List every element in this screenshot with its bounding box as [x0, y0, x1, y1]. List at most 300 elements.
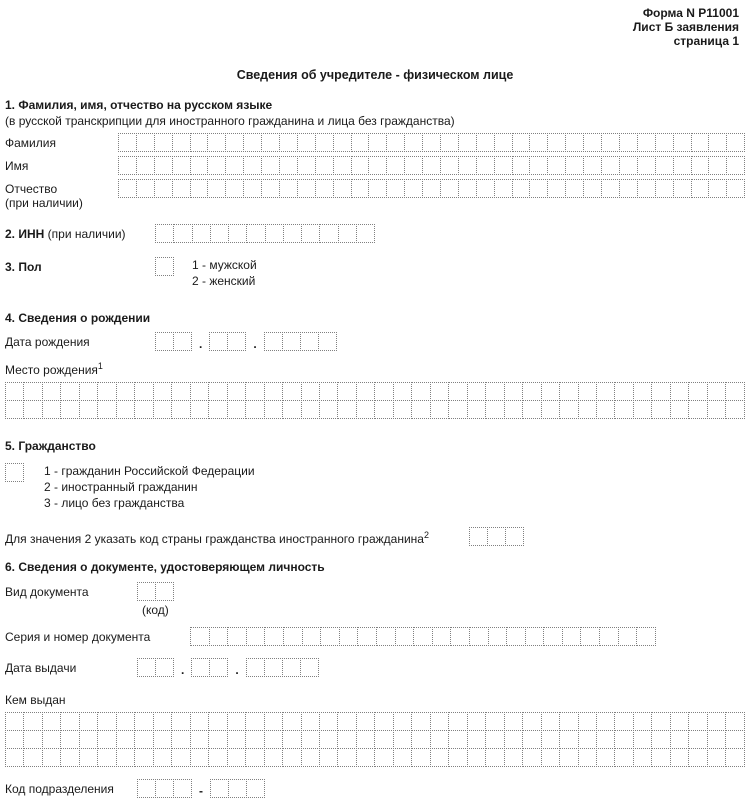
input-cell[interactable] [318, 332, 337, 351]
input-cell[interactable] [655, 156, 674, 175]
input-cell[interactable] [448, 730, 467, 749]
input-cell[interactable] [172, 133, 191, 152]
input-cell[interactable] [504, 748, 523, 767]
input-cell[interactable] [596, 748, 615, 767]
input-cell[interactable] [636, 627, 656, 646]
input-cell[interactable] [337, 730, 356, 749]
input-cell[interactable] [153, 748, 172, 767]
input-cell[interactable] [529, 156, 548, 175]
input-cell[interactable] [97, 712, 116, 731]
input-cell[interactable] [171, 382, 190, 401]
input-cell[interactable] [404, 179, 423, 198]
input-cell[interactable] [190, 133, 209, 152]
input-cell[interactable] [279, 156, 298, 175]
input-cell[interactable] [670, 400, 689, 419]
input-cell[interactable] [601, 179, 620, 198]
input-cell[interactable] [243, 156, 262, 175]
input-cell[interactable] [725, 382, 744, 401]
input-cell[interactable] [315, 156, 334, 175]
issue-date-day-cells[interactable] [137, 658, 174, 677]
input-cell[interactable] [319, 712, 338, 731]
input-cell[interactable] [356, 400, 375, 419]
input-cell[interactable] [450, 627, 470, 646]
input-cell[interactable] [688, 712, 707, 731]
input-cell[interactable] [633, 748, 652, 767]
input-cell[interactable] [23, 730, 42, 749]
input-cell[interactable] [301, 382, 320, 401]
input-cell[interactable] [368, 156, 387, 175]
input-cell[interactable] [192, 224, 211, 243]
input-cell[interactable] [134, 730, 153, 749]
surname-cells[interactable] [118, 133, 745, 152]
input-cell[interactable] [207, 133, 226, 152]
input-cell[interactable] [547, 133, 566, 152]
input-cell[interactable] [301, 730, 320, 749]
input-cell[interactable] [651, 730, 670, 749]
input-cell[interactable] [153, 382, 172, 401]
input-cell[interactable] [601, 156, 620, 175]
input-cell[interactable] [393, 748, 412, 767]
input-cell[interactable] [619, 179, 638, 198]
input-cell[interactable] [522, 382, 541, 401]
input-cell[interactable] [190, 748, 209, 767]
input-cell[interactable] [356, 712, 375, 731]
input-cell[interactable] [485, 382, 504, 401]
country-code-cells[interactable] [469, 527, 524, 546]
input-cell[interactable] [411, 730, 430, 749]
input-cell[interactable] [320, 627, 340, 646]
series-cells[interactable] [190, 627, 656, 646]
input-cell[interactable] [504, 730, 523, 749]
input-cell[interactable] [155, 658, 174, 677]
input-cell[interactable] [356, 730, 375, 749]
input-cell[interactable] [297, 156, 316, 175]
input-cell[interactable] [512, 156, 531, 175]
input-cell[interactable] [485, 730, 504, 749]
input-cell[interactable] [670, 382, 689, 401]
input-cell[interactable] [60, 382, 79, 401]
input-cell[interactable] [655, 133, 674, 152]
patronymic-cells[interactable] [118, 179, 745, 198]
input-cell[interactable] [559, 730, 578, 749]
input-cell[interactable] [494, 179, 513, 198]
input-cell[interactable] [633, 400, 652, 419]
input-cell[interactable] [225, 179, 244, 198]
input-cell[interactable] [137, 779, 156, 798]
input-cell[interactable] [351, 156, 370, 175]
input-cell[interactable] [618, 627, 638, 646]
input-cell[interactable] [282, 332, 301, 351]
input-cell[interactable] [5, 712, 24, 731]
input-cell[interactable] [374, 382, 393, 401]
input-cell[interactable] [208, 382, 227, 401]
input-cell[interactable] [670, 748, 689, 767]
input-cell[interactable] [243, 133, 262, 152]
input-cell[interactable] [134, 400, 153, 419]
birthdate-year-cells[interactable] [264, 332, 337, 351]
input-cell[interactable] [485, 748, 504, 767]
input-cell[interactable] [578, 730, 597, 749]
input-cell[interactable] [190, 156, 209, 175]
input-cell[interactable] [279, 133, 298, 152]
input-cell[interactable] [374, 712, 393, 731]
input-cell[interactable] [596, 712, 615, 731]
input-cell[interactable] [300, 658, 319, 677]
input-cell[interactable] [264, 627, 284, 646]
input-cell[interactable] [297, 179, 316, 198]
input-cell[interactable] [5, 400, 24, 419]
input-cell[interactable] [210, 779, 229, 798]
input-cell[interactable] [42, 712, 61, 731]
input-cell[interactable] [337, 400, 356, 419]
input-cell[interactable] [337, 382, 356, 401]
input-cell[interactable] [172, 156, 191, 175]
input-cell[interactable] [245, 382, 264, 401]
input-cell[interactable] [411, 382, 430, 401]
input-cell[interactable] [386, 156, 405, 175]
input-cell[interactable] [209, 332, 228, 351]
input-cell[interactable] [673, 156, 692, 175]
input-cell[interactable] [208, 748, 227, 767]
input-cell[interactable] [651, 712, 670, 731]
input-cell[interactable] [302, 627, 322, 646]
birthdate-day-cells[interactable] [155, 332, 192, 351]
input-cell[interactable] [118, 156, 137, 175]
input-cell[interactable] [504, 382, 523, 401]
input-cell[interactable] [522, 730, 541, 749]
input-cell[interactable] [670, 712, 689, 731]
input-cell[interactable] [525, 627, 545, 646]
input-cell[interactable] [208, 400, 227, 419]
input-cell[interactable] [60, 748, 79, 767]
input-cell[interactable] [279, 179, 298, 198]
input-cell[interactable] [505, 527, 524, 546]
input-cell[interactable] [522, 748, 541, 767]
input-cell[interactable] [467, 382, 486, 401]
input-cell[interactable] [264, 712, 283, 731]
input-cell[interactable] [413, 627, 433, 646]
input-cell[interactable] [339, 627, 359, 646]
input-cell[interactable] [485, 400, 504, 419]
input-cell[interactable] [440, 133, 459, 152]
input-cell[interactable] [319, 730, 338, 749]
input-cell[interactable] [673, 179, 692, 198]
input-cell[interactable] [261, 156, 280, 175]
input-cell[interactable] [725, 748, 744, 767]
input-cell[interactable] [171, 712, 190, 731]
input-cell[interactable] [614, 400, 633, 419]
input-cell[interactable] [5, 730, 24, 749]
input-cell[interactable] [172, 179, 191, 198]
input-cell[interactable] [137, 658, 156, 677]
input-cell[interactable] [209, 658, 228, 677]
input-cell[interactable] [430, 382, 449, 401]
input-cell[interactable] [619, 133, 638, 152]
input-cell[interactable] [42, 400, 61, 419]
input-cell[interactable] [225, 133, 244, 152]
input-cell[interactable] [529, 133, 548, 152]
input-cell[interactable] [319, 382, 338, 401]
input-cell[interactable] [79, 382, 98, 401]
inn-cells[interactable] [155, 224, 375, 243]
input-cell[interactable] [708, 179, 727, 198]
input-cell[interactable] [488, 627, 508, 646]
input-cell[interactable] [651, 748, 670, 767]
input-cell[interactable] [637, 179, 656, 198]
input-cell[interactable] [411, 400, 430, 419]
input-cell[interactable] [246, 779, 265, 798]
input-cell[interactable] [282, 730, 301, 749]
input-cell[interactable] [541, 712, 560, 731]
input-cell[interactable] [583, 156, 602, 175]
input-cell[interactable] [725, 712, 744, 731]
birthdate-month-cells[interactable] [209, 332, 246, 351]
input-cell[interactable] [227, 748, 246, 767]
input-cell[interactable] [487, 527, 506, 546]
input-cell[interactable] [458, 156, 477, 175]
input-cell[interactable] [467, 400, 486, 419]
input-cell[interactable] [708, 156, 727, 175]
input-cell[interactable] [614, 712, 633, 731]
input-cell[interactable] [458, 179, 477, 198]
input-cell[interactable] [134, 382, 153, 401]
input-cell[interactable] [637, 133, 656, 152]
input-cell[interactable] [171, 748, 190, 767]
input-cell[interactable] [155, 257, 174, 276]
input-cell[interactable] [565, 179, 584, 198]
input-cell[interactable] [116, 730, 135, 749]
input-cell[interactable] [596, 730, 615, 749]
input-cell[interactable] [688, 730, 707, 749]
input-cell[interactable] [300, 332, 319, 351]
input-cell[interactable] [688, 400, 707, 419]
input-cell[interactable] [541, 400, 560, 419]
input-cell[interactable] [154, 179, 173, 198]
input-cell[interactable] [5, 382, 24, 401]
input-cell[interactable] [411, 712, 430, 731]
gender-checkbox[interactable] [155, 257, 174, 276]
input-cell[interactable] [315, 179, 334, 198]
input-cell[interactable] [337, 748, 356, 767]
input-cell[interactable] [243, 179, 262, 198]
issued-by-cells-row-1[interactable] [5, 712, 745, 731]
input-cell[interactable] [404, 156, 423, 175]
input-cell[interactable] [504, 400, 523, 419]
input-cell[interactable] [467, 712, 486, 731]
input-cell[interactable] [297, 133, 316, 152]
input-cell[interactable] [79, 712, 98, 731]
input-cell[interactable] [227, 627, 247, 646]
input-cell[interactable] [422, 179, 441, 198]
input-cell[interactable] [264, 730, 283, 749]
input-cell[interactable] [691, 156, 710, 175]
input-cell[interactable] [580, 627, 600, 646]
input-cell[interactable] [23, 382, 42, 401]
input-cell[interactable] [282, 658, 301, 677]
input-cell[interactable] [476, 133, 495, 152]
input-cell[interactable] [228, 779, 247, 798]
input-cell[interactable] [118, 133, 137, 152]
input-cell[interactable] [171, 400, 190, 419]
input-cell[interactable] [190, 382, 209, 401]
input-cell[interactable] [136, 133, 155, 152]
issued-by-cells-row-3[interactable] [5, 748, 745, 767]
input-cell[interactable] [469, 627, 489, 646]
input-cell[interactable] [651, 382, 670, 401]
issue-date-year-cells[interactable] [246, 658, 319, 677]
input-cell[interactable] [333, 156, 352, 175]
input-cell[interactable] [725, 730, 744, 749]
input-cell[interactable] [374, 400, 393, 419]
input-cell[interactable] [543, 627, 563, 646]
input-cell[interactable] [42, 748, 61, 767]
input-cell[interactable] [173, 332, 192, 351]
input-cell[interactable] [153, 400, 172, 419]
input-cell[interactable] [578, 712, 597, 731]
input-cell[interactable] [190, 712, 209, 731]
input-cell[interactable] [691, 179, 710, 198]
input-cell[interactable] [374, 748, 393, 767]
input-cell[interactable] [422, 133, 441, 152]
input-cell[interactable] [467, 730, 486, 749]
input-cell[interactable] [726, 156, 745, 175]
input-cell[interactable] [506, 627, 526, 646]
input-cell[interactable] [137, 582, 156, 601]
input-cell[interactable] [559, 748, 578, 767]
input-cell[interactable] [225, 156, 244, 175]
input-cell[interactable] [432, 627, 452, 646]
input-cell[interactable] [23, 748, 42, 767]
input-cell[interactable] [23, 400, 42, 419]
input-cell[interactable] [153, 712, 172, 731]
input-cell[interactable] [264, 400, 283, 419]
input-cell[interactable] [134, 748, 153, 767]
input-cell[interactable] [578, 400, 597, 419]
input-cell[interactable] [655, 179, 674, 198]
input-cell[interactable] [227, 730, 246, 749]
input-cell[interactable] [562, 627, 582, 646]
input-cell[interactable] [512, 133, 531, 152]
input-cell[interactable] [430, 748, 449, 767]
input-cell[interactable] [227, 712, 246, 731]
input-cell[interactable] [207, 179, 226, 198]
input-cell[interactable] [494, 156, 513, 175]
input-cell[interactable] [619, 156, 638, 175]
input-cell[interactable] [264, 748, 283, 767]
input-cell[interactable] [633, 712, 652, 731]
input-cell[interactable] [333, 179, 352, 198]
input-cell[interactable] [136, 156, 155, 175]
input-cell[interactable] [282, 382, 301, 401]
input-cell[interactable] [209, 627, 229, 646]
input-cell[interactable] [282, 748, 301, 767]
input-cell[interactable] [153, 730, 172, 749]
input-cell[interactable] [614, 748, 633, 767]
input-cell[interactable] [319, 400, 338, 419]
input-cell[interactable] [155, 332, 174, 351]
input-cell[interactable] [541, 382, 560, 401]
input-cell[interactable] [118, 179, 137, 198]
input-cell[interactable] [393, 382, 412, 401]
input-cell[interactable] [726, 133, 745, 152]
input-cell[interactable] [547, 179, 566, 198]
input-cell[interactable] [227, 332, 246, 351]
input-cell[interactable] [670, 730, 689, 749]
input-cell[interactable] [393, 400, 412, 419]
input-cell[interactable] [596, 382, 615, 401]
input-cell[interactable] [208, 730, 227, 749]
input-cell[interactable] [282, 712, 301, 731]
input-cell[interactable] [485, 712, 504, 731]
input-cell[interactable] [578, 382, 597, 401]
input-cell[interactable] [42, 382, 61, 401]
input-cell[interactable] [448, 400, 467, 419]
input-cell[interactable] [155, 224, 174, 243]
input-cell[interactable] [190, 627, 210, 646]
input-cell[interactable] [368, 179, 387, 198]
input-cell[interactable] [315, 133, 334, 152]
input-cell[interactable] [79, 748, 98, 767]
input-cell[interactable] [633, 730, 652, 749]
input-cell[interactable] [319, 224, 338, 243]
input-cell[interactable] [261, 133, 280, 152]
input-cell[interactable] [512, 179, 531, 198]
issued-by-cells-row-2[interactable] [5, 730, 745, 749]
input-cell[interactable] [282, 400, 301, 419]
birthplace-cells-row-2[interactable] [5, 400, 745, 419]
input-cell[interactable] [264, 382, 283, 401]
input-cell[interactable] [578, 748, 597, 767]
input-cell[interactable] [448, 748, 467, 767]
input-cell[interactable] [283, 224, 302, 243]
input-cell[interactable] [356, 224, 375, 243]
input-cell[interactable] [583, 179, 602, 198]
input-cell[interactable] [529, 179, 548, 198]
input-cell[interactable] [246, 627, 266, 646]
input-cell[interactable] [227, 400, 246, 419]
input-cell[interactable] [376, 627, 396, 646]
input-cell[interactable] [173, 224, 192, 243]
input-cell[interactable] [651, 400, 670, 419]
input-cell[interactable] [707, 712, 726, 731]
issue-date-month-cells[interactable] [191, 658, 228, 677]
input-cell[interactable] [688, 748, 707, 767]
input-cell[interactable] [522, 400, 541, 419]
input-cell[interactable] [351, 133, 370, 152]
input-cell[interactable] [393, 730, 412, 749]
input-cell[interactable] [393, 712, 412, 731]
input-cell[interactable] [374, 730, 393, 749]
input-cell[interactable] [494, 133, 513, 152]
input-cell[interactable] [264, 332, 283, 351]
citizenship-checkbox[interactable] [5, 463, 24, 482]
input-cell[interactable] [583, 133, 602, 152]
input-cell[interactable] [97, 730, 116, 749]
input-cell[interactable] [395, 627, 415, 646]
input-cell[interactable] [559, 712, 578, 731]
input-cell[interactable] [301, 748, 320, 767]
input-cell[interactable] [337, 712, 356, 731]
input-cell[interactable] [245, 730, 264, 749]
input-cell[interactable] [614, 382, 633, 401]
input-cell[interactable] [725, 400, 744, 419]
input-cell[interactable] [386, 133, 405, 152]
input-cell[interactable] [547, 156, 566, 175]
input-cell[interactable] [301, 224, 320, 243]
input-cell[interactable] [707, 748, 726, 767]
input-cell[interactable] [116, 382, 135, 401]
input-cell[interactable] [227, 382, 246, 401]
